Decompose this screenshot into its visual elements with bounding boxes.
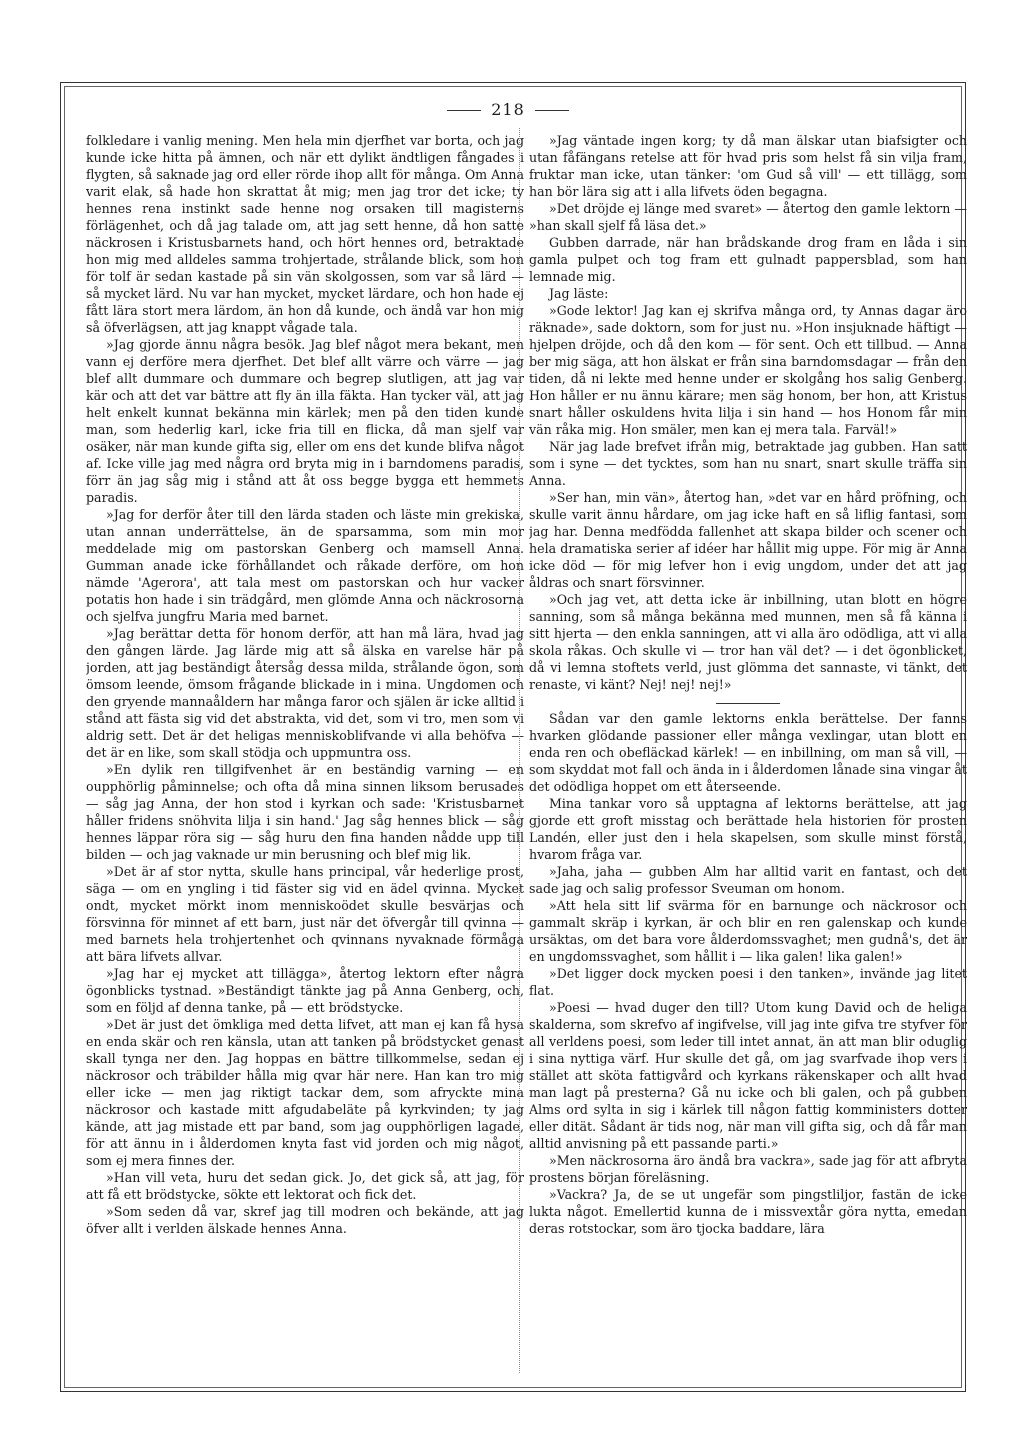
- left-paragraph-7: »Jag har ej mycket att tillägga», återtog lektorn efter några ögonblicks tystnad. »Beständigt tänkte jag på Anna Genberg, och, som en följd af denna tanke, på — ett brödstycke.: [86, 966, 524, 1015]
- right-paragraph-2: »Det dröjde ej länge med svaret» — återtog den gamle lektorn — »han skall sjelf få läsa det.»: [529, 201, 967, 233]
- left-paragraph-8: »Det är just det ömkliga med detta lifvet, att man ej kan få hysa en enda skär och ren känsla, utan att tanken på brödstycket genast skall tynga ner den. Jag hoppas en bättre tillkommelse, sedan ej näckrosor och träbilder hålla mig qvar här nere. Han kan tro mig eller icke — men jag riktigt tackar dem, som afryckte mina näckrosor och kastade mitt afgudabeläte på kyrkvinden; ty jag kände, att jag mistade ett par band, som jag oupphörligen lagade, för att ännu in i ålderdomen knyta fast vid jorden och mig något, som ej mera finnes der.: [86, 1017, 524, 1168]
- page-number-header: [0, 100, 1016, 119]
- right-paragraph-11: »Jaha, jaha — gubben Alm har alltid varit en fantast, och det sade jag och salig professor Sveuman om honom.: [529, 864, 967, 896]
- right-paragraph-13: »Det ligger dock mycken poesi i den tanken», invände jag litet flat.: [529, 966, 967, 998]
- left-paragraph-2: »Jag gjorde ännu några besök. Jag blef något mera bekant, men vann ej derföre mera djerfhet. Det blef allt värre och värre — jag blef allt dummare och dummare och begrep slutligen, att jag var kär och att det var bättre att fly än illa fäkta. Han tycker väl, att jag helt enkelt kunnat bekänna min kärlek; men på den tiden kunde man, som hederlig karl, icke fria till en flicka, då man sjelf var osäker, när man kunde gifta sig, eller om ens det kunde blifva något af. Icke ville jag med några ord bryta mig in i barndomens paradis, förr än jag såg mig i stånd att åt oss begge bygga ett hemmets paradis.: [86, 337, 524, 505]
- left-paragraph-1: folkledare i vanlig mening. Men hela min djerfhet var borta, och jag kunde icke hitta på ämnen, och när ett dylikt ändtligen fångades i flygten, så saknade jag ord eller rörde ihop allt för många. Om Anna varit elak, så hade hon skrattat åt mig; men jag tror det icke; ty hennes rena instinkt sade henne nog orsaken till magisterns förlägenhet, och då jag talade om, att jag sett henne, då hon satte näckrosen i Kristusbarnets hand, och hört hennes ord, betraktade hon mig med alldeles samma trohjertade, strålande blick, som hon för tolf är sedan kastade på sin vän skolgossen, som var så lärd — så mycket lärd. Nu var han mycket, mycket lärdare, och hon hade ej fått lära stort mera lärdom, än hon då kunde, och ändå var hon mig så öfverlägsen, att jag knappt vågade tala.: [86, 133, 524, 335]
- right-paragraph-10: Mina tankar voro så upptagna af lektorns berättelse, att jag gjorde ett groft misstag och berättade hela historien för prosten Landén, eller just den i hela skapelsen, som skulle minst förstå, hvarom fråga var.: [529, 796, 967, 862]
- right-paragraph-8: »Och jag vet, att detta icke är inbillning, utan blott en högre sanning, som så många bekänna med munnen, men så få känna i sitt hjerta — den enkla sanningen, att vi alla äro odödliga, att vi alla skola råkas. Och skulle vi — tror han väl det? — i det ögonblicket, då vi lemna stoftets verld, just glömma det sannaste, vi tänkt, det renaste, vi känt? Nej! nej! nej!»: [529, 592, 967, 692]
- right-paragraph-7: »Ser han, min vän», återtog han, »det var en hård pröfning, och skulle varit ännu hårdare, om jag icke haft en så liflig fantasi, som jag har. Denna medfödda fallenhet att skapa bilder och scener och hela dramatiska serier af idéer har hållit mig uppe. För mig är Anna icke död — för mig lefver hon i evig ungdom, under det att jag åldras och snart försvinner.: [529, 490, 967, 590]
- left-column: [86, 132, 524, 1370]
- right-paragraph-4: Jag läste:: [549, 286, 609, 301]
- left-paragraph-9: »Han vill veta, huru det sedan gick. Jo, det gick så, att jag, för att få ett brödstycke, sökte ett lektorat och fick det.: [86, 1170, 524, 1202]
- column-divider: [519, 128, 520, 1373]
- left-paragraph-10: »Som seden då var, skref jag till modren och bekände, att jag öfver allt i verlden älskade hennes Anna.: [86, 1204, 524, 1236]
- page-number-dash-right: [535, 110, 569, 111]
- right-column: [529, 132, 967, 1370]
- left-paragraph-5: »En dylik ren tillgifvenhet är en beständig varning — en oupphörlig påminnelse; och ofta då mina sinnen liksom berusades — såg jag Anna, der hon stod i kyrkan och sade: 'Kristusbarnet håller fridens snöhvita lilja i sin hand.' Jag såg hennes blick — såg hennes läppar röra sig — såg huru den fina handen nådde upp till bilden — och jag vaknade ur min berusning och blef mig lik.: [86, 762, 524, 862]
- left-paragraph-4: »Jag berättar detta för honom derför, att han må lära, hvad jag den gången lärde. Jag lärde mig att så älska en varelse här på jorden, att jag beständigt återsåg dessa milda, strålande ögon, som ömsom leende, ömsom frågande blickade in i mina. Ungdomen och den gryende mannaåldern har många faror och själen är icke alltid i stånd att fästa sig vid det abstrakta, vid det, som vi tro, men som vi aldrig sett. Det är det heligas menniskoblifvande vi alla behöfva — det är en like, som skall stödja och uppmuntra oss.: [86, 626, 524, 760]
- right-paragraph-14: »Poesi — hvad duger den till? Utom kung David och de heliga skalderna, som skrefvo af ingifvelse, vill jag inte gifva tre styfver för all verldens poesi, som leder till intet annat, än att man blir oduglig i sina nyttiga värf. Hur skulle det gå, om jag svarfvade ihop vers i stället att sköta fattigvård och kyrkans räkenskaper och allt hvad man lagt på presterna? Gå nu icke och bli galen, och på gubben Alms ord sylta in sig i kärlek till någon fattig komministers dotter eller dität. Sådant är tids nog, när man vill gifta sig, och då får man alltid anvisning på ett passande parti.»: [529, 1000, 967, 1151]
- right-paragraph-9: Sådan var den gamle lektorns enkla berättelse. Der fanns hvarken glödande passioner eller många vexlingar, utan blott en enda ren och obefläckad kärlek! — en inbillning, om man så vill, — som skyddat mot fall och ända in i ålderdomen lånade sina vingar åt det odödliga hoppet om ett återseende.: [529, 711, 967, 794]
- right-paragraph-6: När jag lade brefvet ifrån mig, betraktade jag gubben. Han satt som i syne — det tycktes, som han nu snart, snart skulle träffa sin Anna.: [529, 439, 967, 488]
- page-number-dash-left: [447, 110, 481, 111]
- left-paragraph-3: »Jag for derför åter till den lärda staden och läste min grekiska, utan annan underrättelse, än de sparsamma, som min mor meddelade mig om pastorskan Genberg och mamsell Anna. Gumman anade icke förhållandet och råkade derföre, om hon nämde 'Agerora', att tala mest om pastorskan och hur vacker potatis hon hade i sin trädgård, men glömde Anna och näckrosorna och sjelfva jungfru Maria med barnet.: [86, 507, 524, 624]
- section-separator-rule: [716, 703, 780, 704]
- page-number: 218: [491, 100, 525, 119]
- left-paragraph-6: »Det är af stor nytta, skulle hans principal, vår hederlige prost, säga — om en yngling i tid fäster sig vid en ädel qvinna. Mycket ondt, mycket mörkt inom menniskoödet skulle besvärjas och försvinna för minnet af ett barn, just när det öfvergår till qvinna — med barnets hela trohjertenhet och qvinnans nyvaknade förmåga att bära lifvets allvar.: [86, 864, 524, 964]
- right-paragraph-12: »Att hela sitt lif svärma för en barnunge och näckrosor och gammalt skräp i kyrkan, är och blir en ren galenskap och kunde ursäktas, om det bara vore ålderdomssvaghet; men gudnå's, det är en ungdomssvaghet, som hållit i — lika galen! lika galen!»: [529, 898, 967, 964]
- right-paragraph-16: »Vackra? Ja, de se ut ungefär som pingstliljor, fastän de icke lukta något. Emellertid kunna de i missvextår göra nytta, emedan deras rotstockar, som äro tjocka baddare, lära: [529, 1187, 967, 1236]
- right-paragraph-15: »Men näckrosorna äro ändå bra vackra», sade jag för att afbryta prostens början föreläsning.: [529, 1153, 967, 1185]
- right-paragraph-3: Gubben darrade, när han brådskande drog fram en låda i sin gamla pulpet och tog fram ett gulnadt pappersblad, som han lemnade mig.: [529, 235, 967, 284]
- right-paragraph-5: »Gode lektor! Jag kan ej skrifva många ord, ty Annas dagar äro räknade», sade doktorn, som for just nu. »Hon insjuknade häftigt — hjelpen dröjde, och då den kom — för sent. Och ett tillbud. — Anna ber mig säga, att hon älskat er från sina barndomsdagar — från den tiden, då ni lekte med henne under er skolgång hos salig Genberg. Hon håller er nu ännu kärare; men säg honom, ber hon, att Kristus snart håller oskuldens hvita lilja i sin hand — hos Honom får min vän råka mig. Hon smäler, men kan ej mera tala. Farväl!»: [529, 303, 967, 437]
- right-paragraph-1: »Jag väntade ingen korg; ty då man älskar utan biafsigter och utan fåfängans retelse att för hvad pris som helst få sin vilja fram, fruktar man icke, utan tänker: 'om Gud så vill' — ett tillägg, som han bör lära sig att i alla lifvets öden begagna.: [529, 133, 967, 199]
